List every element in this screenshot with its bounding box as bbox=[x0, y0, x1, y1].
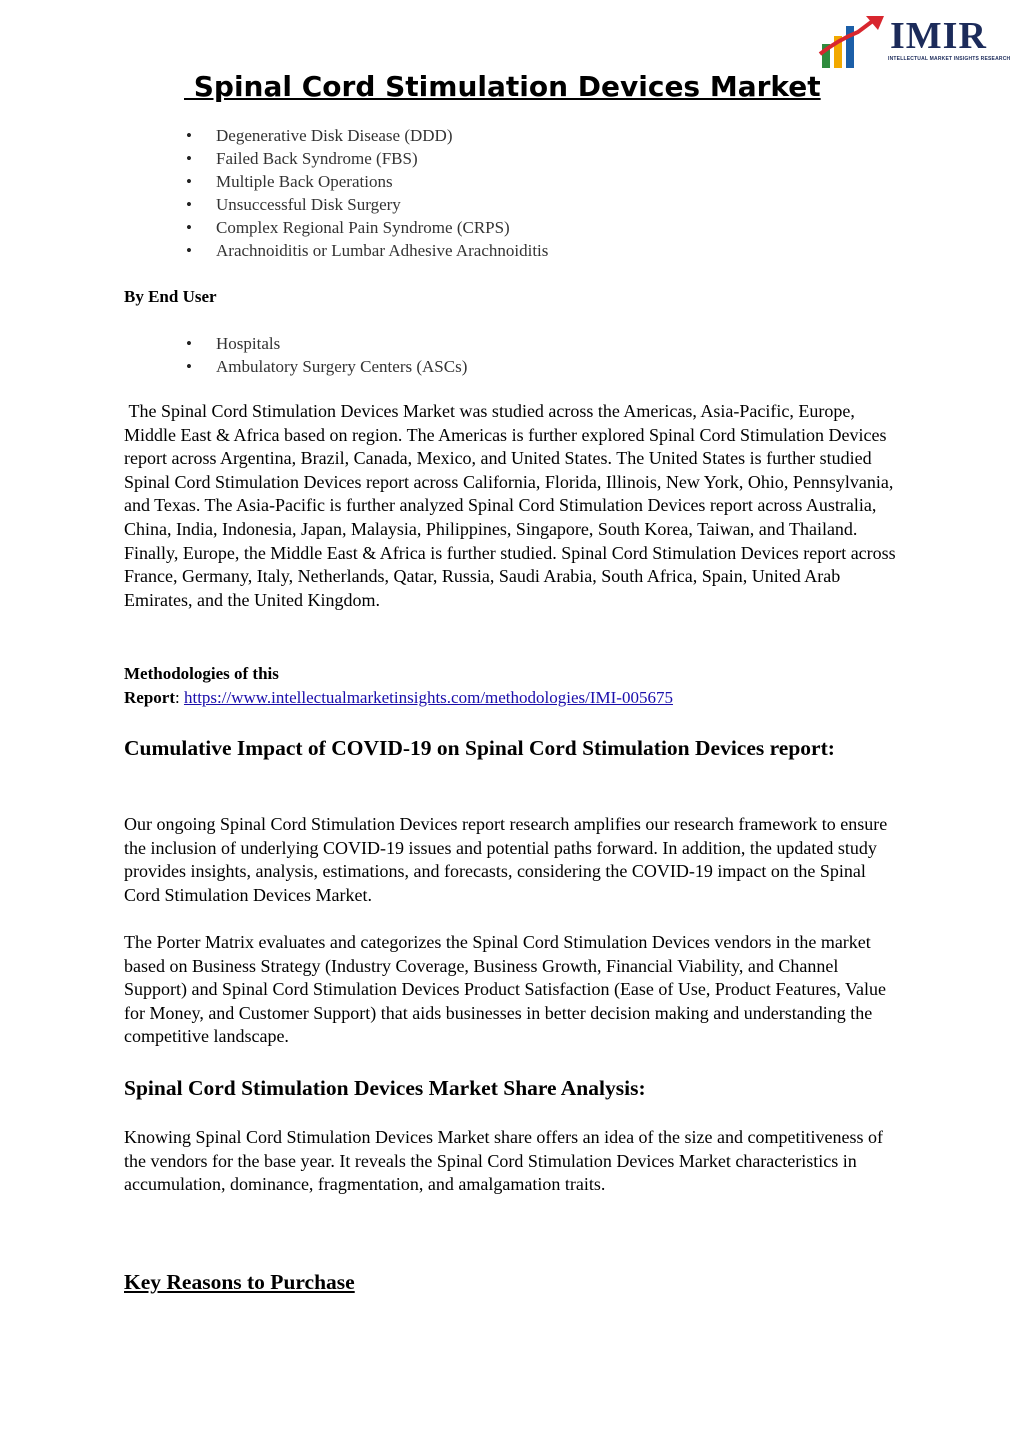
methodologies-report-label: Report bbox=[124, 688, 175, 707]
list-item: • Hospitals bbox=[186, 332, 467, 355]
methodologies-line bbox=[124, 686, 673, 709]
page-title: Spinal Cord Stimulation Devices Market bbox=[184, 70, 821, 103]
porter-paragraph: The Porter Matrix evaluates and categorizes the Spinal Cord Stimulation Devices vendors in the market based on Business Strategy (Industry Coverage, Business Growth, Financial Viability, and Channel Support) and Spinal Cord Stimulation Devices Product Satisfaction (Ease of Use, Product Features, Value for Money, and Customer Support) that aids businesses in better decision making and understanding the competitive landscape. bbox=[124, 932, 887, 1047]
share-heading: Spinal Cord Stimulation Devices Market Share Analysis: bbox=[124, 1076, 646, 1100]
covid-paragraph: Our ongoing Spinal Cord Stimulation Devices report research amplifies our research framework to ensure the inclusion of underlying COVID-19 issues and potential paths forward. In addition, the updated study provides insights, analysis, estimations, and forecasts, considering the COVID-19 impact on the Spinal Cord Stimulation Devices Market. bbox=[124, 814, 888, 905]
region-paragraph: The Spinal Cord Stimulation Devices Market was studied across the Americas, Asia-Pacific, Europe, Middle East & Africa based on region. The Americas is further explored Spinal Cord Stimulation Devices report across Argentina, Brazil, Canada, Mexico, and United States. The United States is further studied Spinal Cord Stimulation Devices report across California, Florida, Illinois, New York, Ohio, Pennsylvania, and Texas. The Asia-Pacific is further analyzed Spinal Cord Stimulation Devices report across Australia, China, India, Indonesia, Japan, Malaysia, Philippines, Singapore, South Korea, Taiwan, and Thailand. Finally, Europe, the Middle East & Africa is further studied. Spinal Cord Stimulation Devices report across France, Germany, Italy, Netherlands, Qatar, Russia, Saudi Arabia, South Africa, Spain, United Arab Emirates, and the United Kingdom. bbox=[124, 401, 901, 610]
list-item: • Arachnoiditis or Lumbar Adhesive Arachnoiditis bbox=[186, 239, 548, 262]
methodologies-label: Methodologies of this bbox=[124, 664, 279, 683]
list-item: • Degenerative Disk Disease (DDD) bbox=[186, 124, 548, 147]
end-user-heading: By End User bbox=[124, 287, 217, 306]
list-item: • Complex Regional Pain Syndrome (CRPS) bbox=[186, 216, 548, 239]
share-paragraph: Knowing Spinal Cord Stimulation Devices Market share offers an idea of the size and competitiveness of the vendors for the base year. It reveals the Spinal Cord Stimulation Devices Market characteristics in accumulation, dominance, fragmentation, and amalgamation traits. bbox=[124, 1127, 883, 1195]
logo-tagline: INTELLECTUAL MARKET INSIGHTS RESEARCH bbox=[888, 56, 1011, 62]
indication-list bbox=[186, 124, 548, 262]
methodologies-link[interactable]: https://www.intellectualmarketinsights.com/methodologies/IMI-005675 bbox=[183, 688, 673, 707]
list-item: • Unsuccessful Disk Surgery bbox=[186, 193, 548, 216]
key-reasons-heading: Key Reasons to Purchase bbox=[124, 1270, 355, 1294]
imir-logo bbox=[818, 14, 1011, 70]
bar-chart-arrow-logo-icon bbox=[818, 14, 890, 70]
list-item: • Ambulatory Surgery Centers (ASCs) bbox=[186, 355, 467, 378]
end-user-list bbox=[186, 332, 467, 378]
logo-brand: IMIR bbox=[890, 15, 987, 57]
methodologies-separator: : bbox=[174, 688, 184, 707]
list-item: • Failed Back Syndrome (FBS) bbox=[186, 147, 548, 170]
covid-heading: Cumulative Impact of COVID-19 on Spinal Cord Stimulation Devices report: bbox=[124, 736, 835, 760]
list-item: • Multiple Back Operations bbox=[186, 170, 548, 193]
